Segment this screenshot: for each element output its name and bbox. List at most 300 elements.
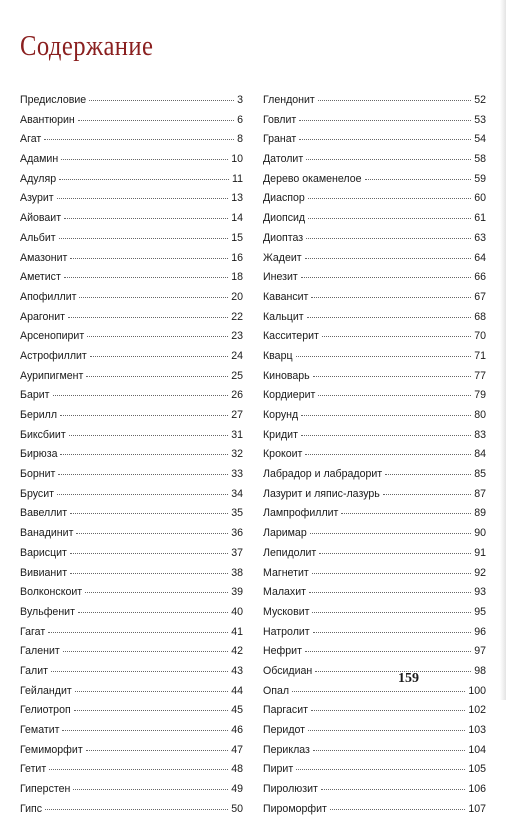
toc-entry-page: 44 xyxy=(231,684,243,697)
dot-leader xyxy=(64,218,228,219)
toc-entry-page: 59 xyxy=(474,172,486,185)
toc-entry-title: Кридит xyxy=(263,428,298,441)
toc-entry-title: Ларимар xyxy=(263,527,307,540)
toc-entry xyxy=(20,465,243,485)
toc-entry xyxy=(20,603,243,623)
toc-entry xyxy=(20,445,243,465)
toc-entry-title: Перидот xyxy=(263,724,306,736)
dot-leader xyxy=(305,454,471,455)
dot-leader xyxy=(64,277,228,278)
toc-entry-title: Кордиерит xyxy=(263,389,316,402)
toc-entry xyxy=(20,189,243,209)
toc-entry-page: 40 xyxy=(231,605,243,618)
toc-entry-page: 87 xyxy=(474,487,486,500)
toc-entry xyxy=(263,800,486,819)
toc-entry-page: 61 xyxy=(474,212,486,225)
toc-entry xyxy=(263,406,486,426)
toc-entry-page: 77 xyxy=(474,369,486,382)
toc-entry-title: Гипс xyxy=(20,802,43,815)
toc-entry xyxy=(263,701,486,721)
toc-entry-title: Опал xyxy=(263,684,290,697)
toc-entry-title: Апофиллит xyxy=(20,290,77,303)
toc-entry-title: Аурипигмент xyxy=(20,369,84,382)
toc-entry-page: 49 xyxy=(231,783,243,796)
dot-leader xyxy=(308,218,471,219)
dot-leader xyxy=(306,159,471,160)
dot-leader xyxy=(308,730,465,731)
toc-entry-page: 46 xyxy=(231,724,243,736)
toc-entry xyxy=(263,544,486,564)
dot-leader xyxy=(51,671,228,672)
toc-entry-page: 45 xyxy=(231,704,243,717)
dot-leader xyxy=(312,573,471,574)
toc-entry-page: 96 xyxy=(474,625,486,638)
toc-entry-title: Амазонит xyxy=(20,251,68,264)
toc-entry-page: 67 xyxy=(474,290,486,303)
toc-entry xyxy=(263,682,486,702)
toc-entry-page: 43 xyxy=(231,664,243,677)
dot-leader xyxy=(48,632,228,633)
page-title: Содержание xyxy=(20,30,154,62)
toc-entry-page: 42 xyxy=(231,645,243,658)
toc-entry-title: Лазурит и ляпис-лазурь xyxy=(263,487,380,500)
toc-entry xyxy=(263,111,486,131)
toc-entry-title: Диопсид xyxy=(263,212,306,225)
dot-leader xyxy=(57,494,228,495)
toc-entry-title: Альбит xyxy=(20,231,56,244)
dot-leader xyxy=(49,769,228,770)
toc-entry-title: Гемиморфит xyxy=(20,743,83,756)
dot-leader xyxy=(74,710,229,711)
toc-entry xyxy=(20,229,243,249)
toc-entry xyxy=(263,642,486,662)
dot-leader xyxy=(60,454,228,455)
dot-leader xyxy=(310,533,471,534)
toc-entry-page: 91 xyxy=(474,546,486,559)
toc-entry-title: Лампрофиллит xyxy=(263,507,339,520)
toc-entry xyxy=(20,504,243,524)
toc-entry-title: Галенит xyxy=(20,645,60,658)
dot-leader xyxy=(59,238,229,239)
toc-entry xyxy=(263,347,486,367)
dot-leader xyxy=(330,809,465,810)
dot-leader xyxy=(45,809,228,810)
toc-entry-title: Периклаз xyxy=(263,743,310,756)
toc-entry-title: Пиролюзит xyxy=(263,783,318,796)
toc-entry-page: 60 xyxy=(474,192,486,205)
toc-entry-page: 20 xyxy=(231,290,243,303)
toc-entry xyxy=(263,229,486,249)
toc-entry-title: Гиперстен xyxy=(20,783,71,796)
toc-entry-page: 6 xyxy=(237,113,243,126)
toc-entry xyxy=(20,780,243,800)
dot-leader xyxy=(299,120,471,121)
toc-entry xyxy=(263,741,486,761)
toc-entry-title: Галит xyxy=(20,664,48,677)
toc-entry xyxy=(20,367,243,387)
dot-leader xyxy=(305,651,471,652)
toc-entry-title: Пироморфит xyxy=(263,802,327,815)
toc-entry-title: Предисловие xyxy=(20,94,87,106)
toc-entry-page: 95 xyxy=(474,605,486,618)
toc-entry-page: 25 xyxy=(231,369,243,382)
dot-leader xyxy=(90,356,228,357)
toc-entry-page: 97 xyxy=(474,645,486,658)
toc-entry xyxy=(20,386,243,406)
toc-entry-page: 80 xyxy=(474,409,486,421)
dot-leader xyxy=(301,435,471,436)
dot-leader xyxy=(61,159,228,160)
dot-leader xyxy=(319,553,471,554)
toc-entry-title: Гейландит xyxy=(20,684,72,697)
dot-leader xyxy=(365,179,472,180)
toc-entry xyxy=(263,583,486,603)
toc-entry-page: 36 xyxy=(231,527,243,540)
toc-entry xyxy=(263,564,486,584)
dot-leader xyxy=(78,612,228,613)
toc-entry-title: Крокоит xyxy=(263,448,303,461)
toc-entry-title: Жадеит xyxy=(263,251,302,264)
toc-entry xyxy=(20,485,243,505)
dot-leader xyxy=(53,395,229,396)
toc-entry-page: 104 xyxy=(468,743,486,756)
toc-entry xyxy=(263,386,486,406)
toc-entry-page: 24 xyxy=(231,349,243,362)
dot-leader xyxy=(296,356,472,357)
toc-entry-title: Арсенопирит xyxy=(20,330,85,343)
toc-entry-page: 84 xyxy=(474,448,486,461)
toc-entry-title: Касситерит xyxy=(263,330,319,343)
toc-entry-page: 89 xyxy=(474,507,486,520)
toc-entry-page: 98 xyxy=(474,664,486,677)
dot-leader xyxy=(292,691,465,692)
dot-leader xyxy=(318,395,471,396)
toc-entry-page: 22 xyxy=(231,310,243,323)
toc-entry-title: Азурит xyxy=(20,192,54,205)
toc-entry-page: 93 xyxy=(474,586,486,599)
dot-leader xyxy=(313,376,472,377)
toc-entry-page: 39 xyxy=(231,586,243,599)
toc-entry-page: 107 xyxy=(468,802,486,815)
dot-leader xyxy=(86,376,228,377)
toc-entry xyxy=(263,426,486,446)
toc-entry xyxy=(263,209,486,229)
toc-entry-title: Лабрадор и лабрадорит xyxy=(263,468,383,481)
toc-entry-page: 48 xyxy=(231,763,243,776)
toc-entry xyxy=(263,465,486,485)
toc-entry xyxy=(263,91,486,111)
toc-entry xyxy=(20,111,243,131)
toc-entry-page: 106 xyxy=(468,783,486,796)
dot-leader xyxy=(70,573,228,574)
toc-entry-title: Борнит xyxy=(20,468,56,481)
toc-entry-page: 32 xyxy=(231,448,243,461)
toc-entry-title: Брусит xyxy=(20,487,54,500)
toc-entry xyxy=(263,327,486,347)
toc-entry-page: 26 xyxy=(231,389,243,402)
dot-leader xyxy=(70,553,228,554)
toc-entry xyxy=(20,288,243,308)
dot-leader xyxy=(306,238,471,239)
toc-entry-title: Аметист xyxy=(20,271,61,284)
toc-entry xyxy=(263,524,486,544)
toc-entry-page: 8 xyxy=(237,133,243,146)
toc-entry xyxy=(263,780,486,800)
toc-entry-title: Агат xyxy=(20,133,42,146)
toc-entry-title: Глендонит xyxy=(263,94,315,106)
toc-entry-page: 31 xyxy=(231,428,243,441)
toc-entry-page: 14 xyxy=(231,212,243,225)
dot-leader xyxy=(70,513,228,514)
dot-leader xyxy=(313,750,465,751)
dot-leader xyxy=(301,415,471,416)
dot-leader xyxy=(312,612,471,613)
toc-entry xyxy=(20,426,243,446)
toc-entry-page: 33 xyxy=(231,468,243,481)
dot-leader xyxy=(79,297,228,298)
toc-entry xyxy=(20,642,243,662)
dot-leader xyxy=(87,336,228,337)
dot-leader xyxy=(307,317,472,318)
toc-left-column xyxy=(20,91,243,819)
toc-entry-page: 23 xyxy=(231,330,243,343)
toc-entry xyxy=(263,760,486,780)
toc-entry xyxy=(263,288,486,308)
toc-entry xyxy=(20,701,243,721)
toc-entry xyxy=(20,800,243,819)
toc-entry-title: Адуляр xyxy=(20,172,57,185)
toc-entry xyxy=(20,91,243,111)
toc-entry-page: 16 xyxy=(231,251,243,264)
toc-entry-page: 13 xyxy=(231,192,243,205)
toc-entry-page: 64 xyxy=(474,251,486,264)
toc-entry-title: Варисцит xyxy=(20,546,67,559)
toc-entry xyxy=(20,170,243,190)
toc-entry-title: Гетит xyxy=(20,763,47,776)
toc-entry-page: 47 xyxy=(231,743,243,756)
toc-entry-title: Кавансит xyxy=(263,290,309,303)
toc-entry-title: Айоваит xyxy=(20,212,62,225)
toc-entry xyxy=(20,347,243,367)
toc-entry-title: Натролит xyxy=(263,625,310,638)
toc-entry-page: 102 xyxy=(468,704,486,717)
toc-entry xyxy=(263,308,486,328)
dot-leader xyxy=(311,297,471,298)
toc-entry-page: 71 xyxy=(474,349,486,362)
toc-entry-page: 38 xyxy=(231,566,243,579)
toc-entry-page: 66 xyxy=(474,271,486,284)
dot-leader xyxy=(313,632,472,633)
toc-entry-title: Кальцит xyxy=(263,310,304,323)
toc-entry-title: Датолит xyxy=(263,153,304,166)
dot-leader xyxy=(385,474,471,475)
dot-leader xyxy=(315,671,471,672)
toc-entry xyxy=(20,760,243,780)
dot-leader xyxy=(70,258,228,259)
toc-entry xyxy=(263,485,486,505)
toc-entry xyxy=(20,741,243,761)
toc-entry-page: 68 xyxy=(474,310,486,323)
toc-entry-title: Бирюза xyxy=(20,448,58,461)
toc-entry-page: 58 xyxy=(474,153,486,166)
toc-entry xyxy=(263,189,486,209)
dot-leader xyxy=(76,533,228,534)
toc-entry xyxy=(20,623,243,643)
toc-entry-title: Барит xyxy=(20,389,50,402)
dot-leader xyxy=(321,789,465,790)
toc-entry-page: 11 xyxy=(232,172,243,185)
toc-entry xyxy=(20,564,243,584)
toc-entry-page: 3 xyxy=(237,94,243,106)
dot-leader xyxy=(296,769,465,770)
toc-entry-title: Гранат xyxy=(263,133,297,146)
toc-entry xyxy=(263,721,486,741)
toc-entry-title: Говлит xyxy=(263,113,297,126)
toc-entry-title: Паргасит xyxy=(263,704,308,717)
toc-entry xyxy=(263,170,486,190)
toc-entry xyxy=(263,367,486,387)
toc-entry xyxy=(263,150,486,170)
toc-entry-page: 52 xyxy=(474,94,486,106)
toc-entry-page: 105 xyxy=(468,763,486,776)
toc-entry-title: Нефрит xyxy=(263,645,302,658)
toc-entry xyxy=(263,268,486,288)
toc-entry-page: 90 xyxy=(474,527,486,540)
dot-leader xyxy=(85,592,228,593)
dot-leader xyxy=(57,198,229,199)
dot-leader xyxy=(68,317,228,318)
toc-entry xyxy=(20,524,243,544)
dot-leader xyxy=(60,415,228,416)
dot-leader xyxy=(322,336,471,337)
dot-leader xyxy=(383,494,471,495)
toc-entry xyxy=(263,445,486,465)
toc-entry xyxy=(20,268,243,288)
toc-entry xyxy=(263,662,486,682)
toc-entry-page: 27 xyxy=(231,409,243,421)
toc-entry-title: Адамин xyxy=(20,153,59,166)
toc-entry-title: Берилл xyxy=(20,409,58,421)
toc-entry-title: Диоптаз xyxy=(263,231,304,244)
toc-entry xyxy=(20,308,243,328)
dot-leader xyxy=(318,100,471,101)
toc-entry-title: Биксбиит xyxy=(20,428,66,441)
toc-entry xyxy=(20,406,243,426)
dot-leader xyxy=(299,139,471,140)
toc-entry-title: Ванадинит xyxy=(20,527,74,540)
dot-leader xyxy=(63,651,228,652)
toc-entry xyxy=(20,544,243,564)
dot-leader xyxy=(341,513,471,514)
toc-entry-page: 103 xyxy=(468,724,486,736)
dot-leader xyxy=(59,179,229,180)
toc-entry-title: Корунд xyxy=(263,409,299,421)
dot-leader xyxy=(75,691,228,692)
toc-entry-page: 85 xyxy=(474,468,486,481)
toc-entry-title: Астрофиллит xyxy=(20,349,87,362)
toc-entry-title: Вивианит xyxy=(20,566,68,579)
toc-entry xyxy=(20,130,243,150)
toc-entry-page: 10 xyxy=(231,153,243,166)
toc-entry-page: 83 xyxy=(474,428,486,441)
toc-entry-page: 41 xyxy=(231,625,243,638)
toc-entry xyxy=(263,603,486,623)
dot-leader xyxy=(309,592,471,593)
toc-entry-title: Волконскоит xyxy=(20,586,83,599)
toc-entry xyxy=(263,130,486,150)
toc-entry-page: 15 xyxy=(231,231,243,244)
dot-leader xyxy=(73,789,228,790)
toc-entry xyxy=(263,623,486,643)
toc-entry xyxy=(20,150,243,170)
toc-entry-title: Вавеллит xyxy=(20,507,68,520)
toc-entry-title: Авантюрин xyxy=(20,113,75,126)
dot-leader xyxy=(308,198,471,199)
toc-entry-title: Пирит xyxy=(263,763,294,776)
toc-entry-title: Киноварь xyxy=(263,369,310,382)
toc-entry-title: Гелиотроп xyxy=(20,704,71,717)
toc-entry-title: Дерево окаменелое xyxy=(263,172,362,185)
toc-entry-page: 35 xyxy=(231,507,243,520)
dot-leader xyxy=(58,474,228,475)
toc-entry-title: Лепидолит xyxy=(263,546,317,559)
toc-entry-title: Инезит xyxy=(263,271,298,284)
toc-entry-title: Вульфенит xyxy=(20,605,75,618)
toc-entry-page: 79 xyxy=(474,389,486,402)
toc-entry-page: 53 xyxy=(474,113,486,126)
toc-entry-page: 18 xyxy=(231,271,243,284)
dot-leader xyxy=(89,100,234,101)
dot-leader xyxy=(301,277,471,278)
toc-entry xyxy=(20,249,243,269)
toc-entry-page: 63 xyxy=(474,231,486,244)
toc-entry-page: 37 xyxy=(231,546,243,559)
dot-leader xyxy=(44,139,234,140)
toc-entry-title: Мусковит xyxy=(263,605,310,618)
dot-leader xyxy=(305,258,472,259)
toc-entry-page: 34 xyxy=(231,487,243,500)
page-number: 159 xyxy=(398,671,419,686)
toc-entry-title: Кварц xyxy=(263,349,293,362)
toc-entry-title: Арагонит xyxy=(20,310,65,323)
toc-entry-page: 54 xyxy=(474,133,486,146)
toc-entry-title: Обсидиан xyxy=(263,664,313,677)
toc-entry-title: Малахит xyxy=(263,586,306,599)
toc-entry xyxy=(20,327,243,347)
toc-entry-title: Магнетит xyxy=(263,566,309,579)
toc-entry xyxy=(20,662,243,682)
toc-entry-title: Гематит xyxy=(20,724,60,736)
toc-right-column xyxy=(263,91,486,819)
toc-entry-page: 70 xyxy=(474,330,486,343)
dot-leader xyxy=(78,120,234,121)
page-edge-shadow xyxy=(500,0,506,700)
toc-entry xyxy=(263,504,486,524)
toc-entry xyxy=(263,249,486,269)
toc-entry xyxy=(20,209,243,229)
toc-entry-title: Гагат xyxy=(20,625,46,638)
toc-entry-page: 100 xyxy=(468,684,486,697)
dot-leader xyxy=(86,750,229,751)
dot-leader xyxy=(69,435,229,436)
toc-entry-title: Диаспор xyxy=(263,192,305,205)
toc-entry-page: 50 xyxy=(231,802,243,815)
toc-entry-page: 92 xyxy=(474,566,486,579)
dot-leader xyxy=(311,710,465,711)
toc-entry xyxy=(20,721,243,741)
dot-leader xyxy=(62,730,228,731)
toc-entry xyxy=(20,583,243,603)
